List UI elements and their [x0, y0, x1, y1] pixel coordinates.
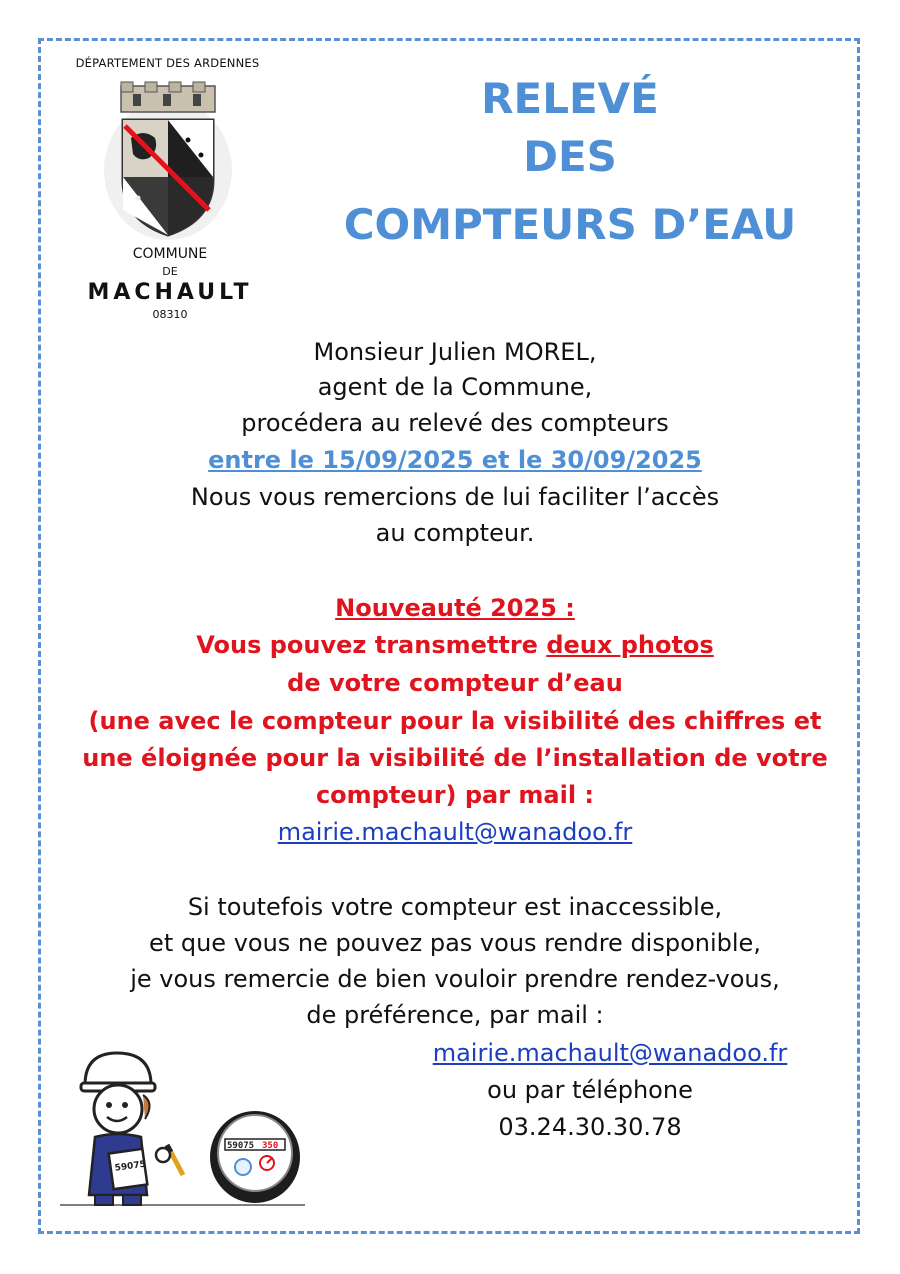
- phone-number: 03.24.30.30.78: [498, 1113, 682, 1141]
- fallback-line-4: de préférence, par mail :: [306, 1001, 604, 1029]
- intro-line-5: Nous vous remercions de lui faciliter l’accès: [190, 483, 720, 511]
- intro-line-2: agent de la Commune,: [317, 373, 593, 401]
- reading-dates: [60, 443, 850, 477]
- commune-crest-icon: [103, 80, 233, 245]
- title-line-3: COMPTEURS D’EAU: [343, 200, 797, 249]
- commune-label: COMMUNE: [132, 246, 208, 262]
- title-line-2: DES: [523, 132, 617, 181]
- nouveaute-line-1b: deux photos: [546, 631, 714, 659]
- intro-line-6: au compteur.: [375, 519, 535, 547]
- fallback-line-1: Si toutefois votre compteur est inaccessible,: [187, 893, 723, 921]
- nouveaute-line-2: de votre compteur d’eau: [287, 669, 623, 697]
- fallback-email-row: [300, 1036, 900, 1070]
- fallback-email-link[interactable]: mairie.machault@wanadoo.fr: [432, 1039, 788, 1067]
- intro-line-1: Monsieur Julien MOREL,: [313, 338, 597, 366]
- notepad-digits: 59075: [114, 1159, 147, 1174]
- fallback-line-3: je vous remercie de bien vouloir prendre rendez-vous,: [130, 965, 780, 993]
- nouveaute-line-1a: Vous pouvez transmettre: [196, 631, 547, 659]
- nouveaute-email-row: [60, 815, 850, 849]
- phone-label: ou par téléphone: [487, 1076, 693, 1104]
- commune-name: MACHAULT: [87, 280, 253, 305]
- nouveaute-line-3: (une avec le compteur pour la visibilité des chiffres et: [88, 707, 822, 735]
- fallback-line-2: et que vous ne pouvez pas vous rendre disponible,: [149, 929, 761, 957]
- commune-de-label: DE: [162, 265, 178, 278]
- title-line-1: RELEVÉ: [481, 74, 659, 123]
- nouveaute-line-1: [48, 627, 862, 663]
- nouveaute-heading-text: Nouveauté 2025 :: [335, 594, 575, 622]
- meter-reader-illustration: [55, 1045, 315, 1210]
- nouveaute-email-link[interactable]: mairie.machault@wanadoo.fr: [277, 818, 633, 846]
- nouveaute-line-4: une éloignée pour la visibilité de l’installation de votre: [82, 744, 828, 772]
- nouveaute-heading: [48, 590, 862, 626]
- department-label: DÉPARTEMENT DES ARDENNES: [75, 56, 260, 70]
- meter-digits: 59075: [227, 1141, 255, 1151]
- reading-dates-text: entre le 15/09/2025 et le 30/09/2025: [208, 446, 702, 474]
- postcode: 08310: [152, 308, 188, 321]
- intro-line-3: procédera au relevé des compteurs: [241, 409, 669, 437]
- nouveaute-line-5: compteur) par mail :: [315, 781, 595, 809]
- meter-red-digits: 350: [262, 1141, 279, 1151]
